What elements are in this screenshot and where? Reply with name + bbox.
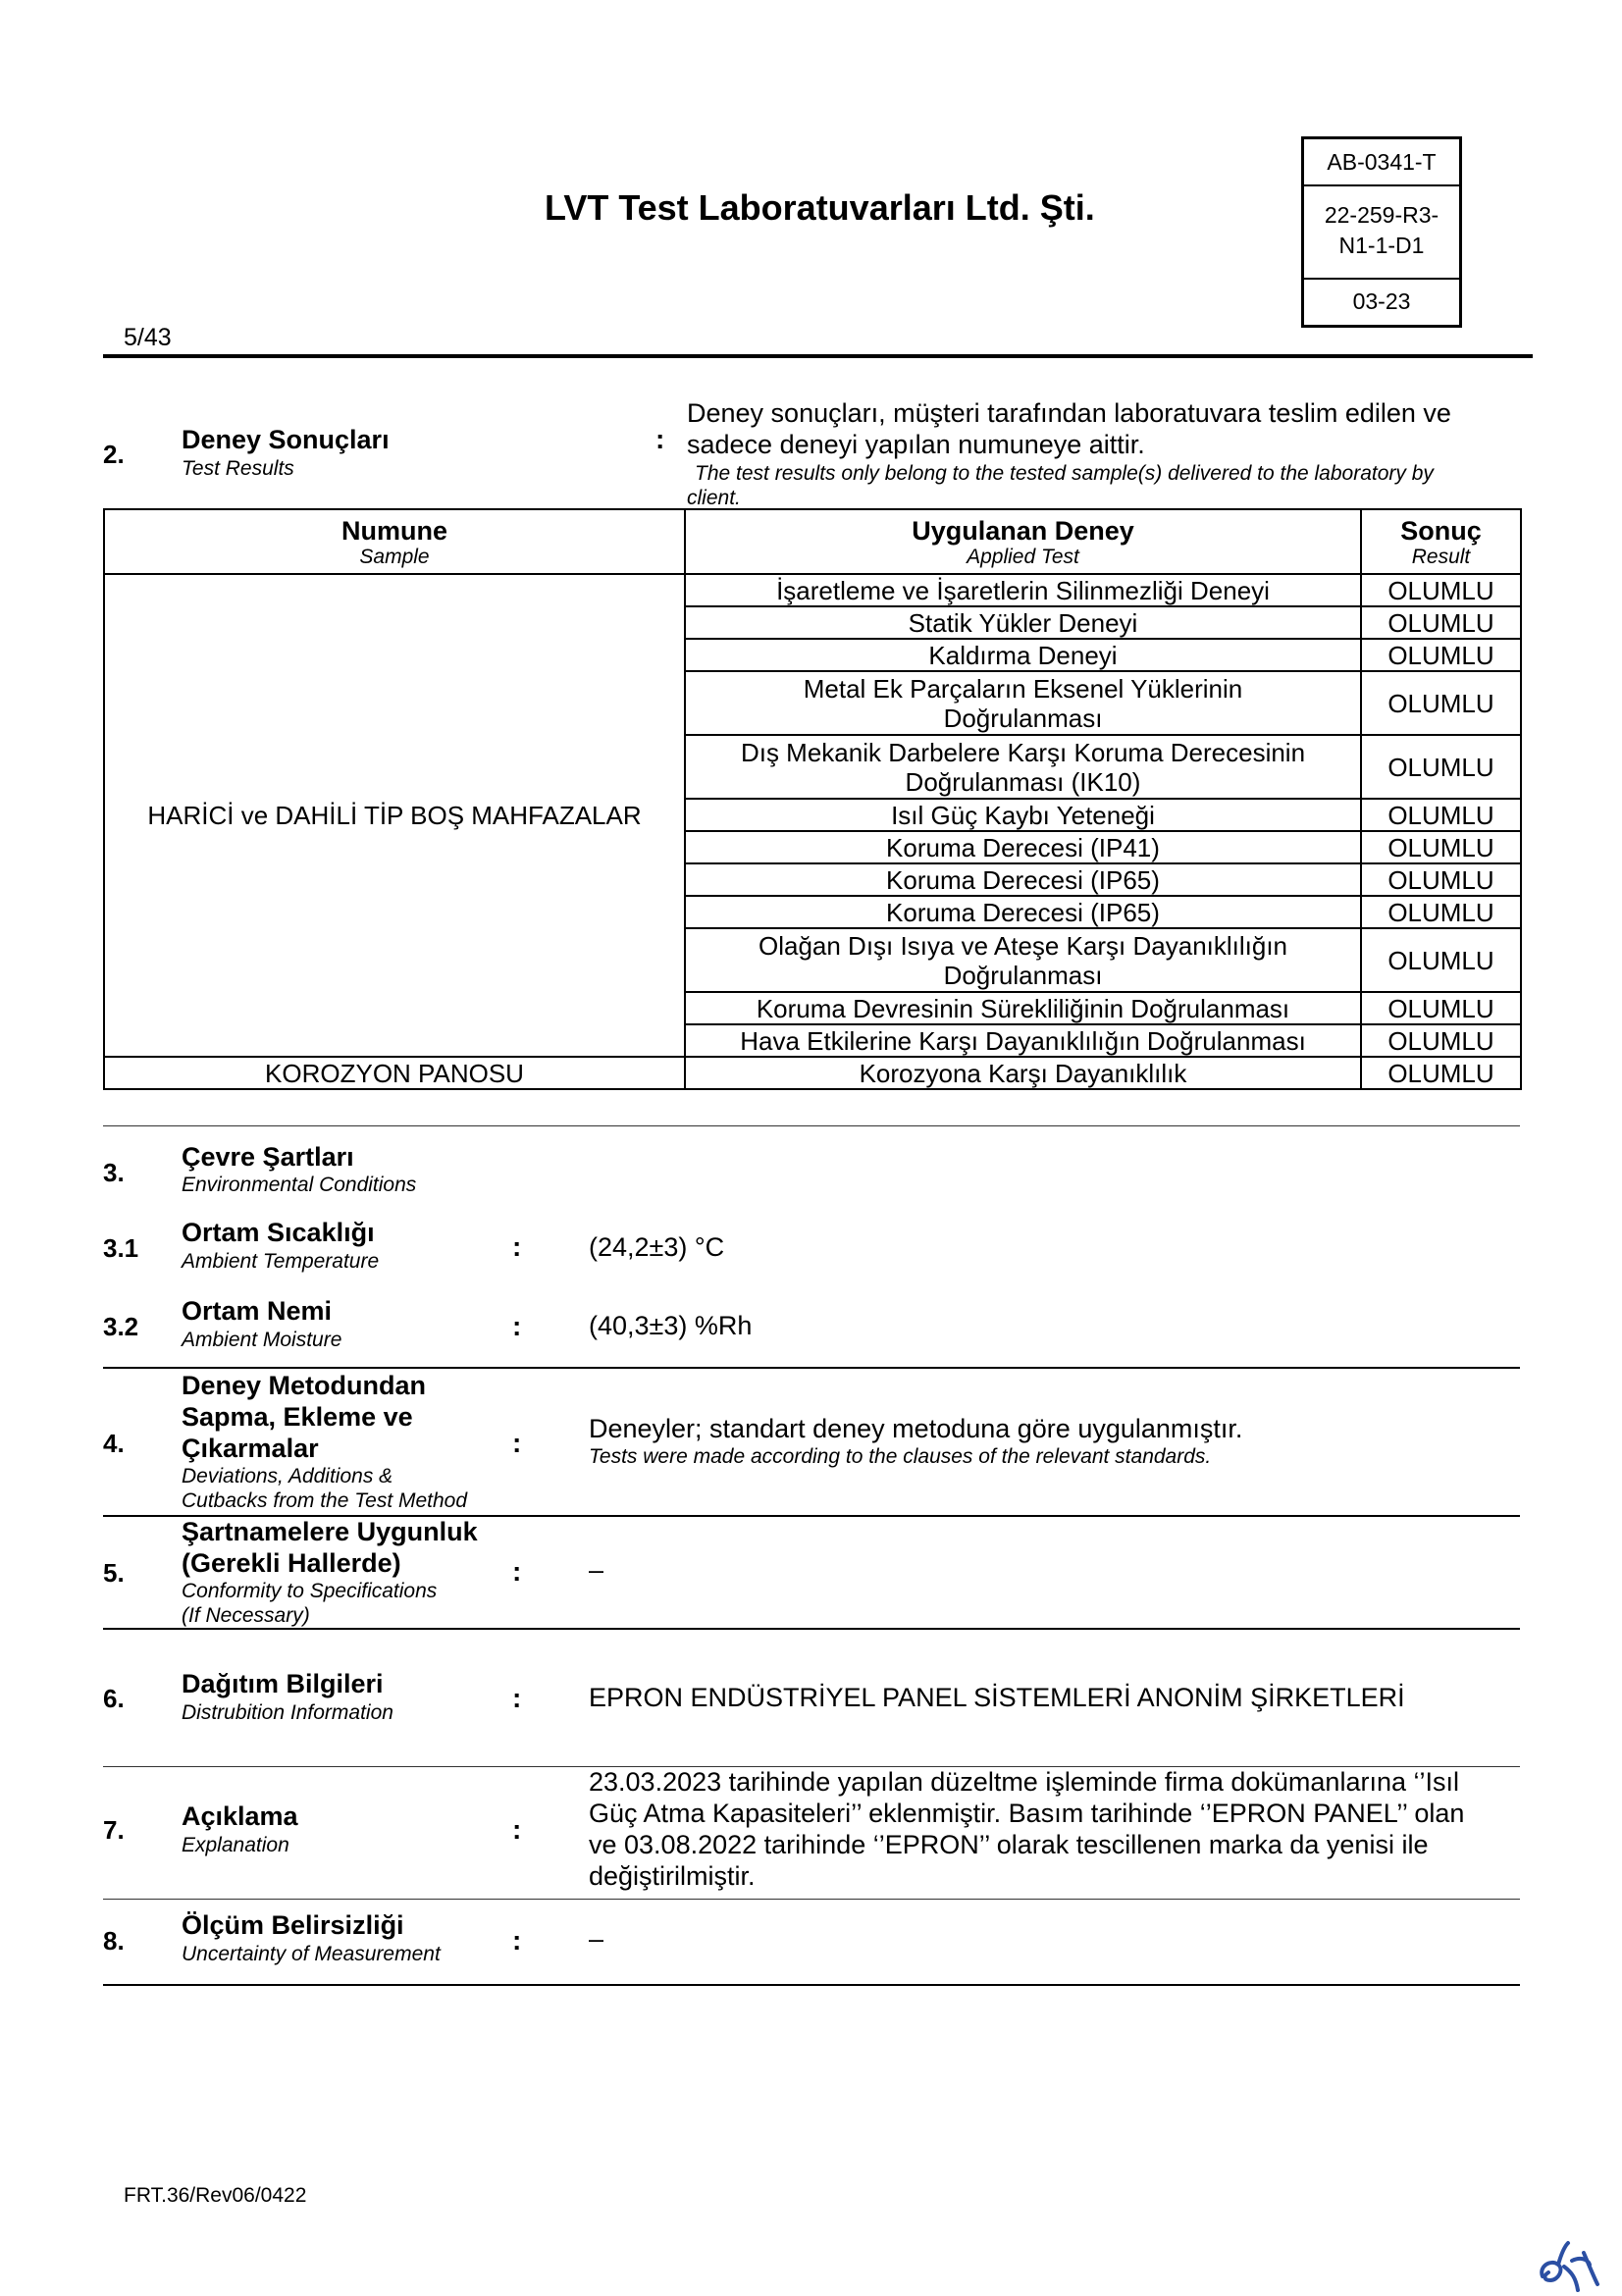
ref-code-2-line2: N1-1-D1	[1338, 233, 1425, 258]
section-8-title: Ölçüm Belirsizliği	[182, 1910, 404, 1940]
section-7-value-4: değiştirilmiştir.	[589, 1861, 756, 1891]
section-6-colon: :	[512, 1683, 522, 1713]
section-3-title: Çevre Şartları	[182, 1142, 354, 1172]
form-code: FRT.36/Rev06/0422	[124, 2184, 307, 2207]
table-header-row	[104, 509, 1521, 574]
section-5-colon: :	[512, 1556, 522, 1587]
result-cell: OLUMLU	[1361, 863, 1521, 896]
divider	[103, 1984, 1520, 1986]
test-cell	[685, 671, 1361, 735]
ref-code-2-line1: 22-259-R3-	[1324, 202, 1439, 228]
signature-icon	[1529, 2237, 1613, 2296]
header-applied-test	[685, 509, 1361, 574]
section-8-number: 8.	[103, 1926, 125, 1956]
section-6-subtitle: Distrubition Information	[182, 1701, 393, 1724]
section-2-colon: :	[655, 424, 665, 454]
section-6-value: EPRON ENDÜSTRİYEL PANEL SİSTEMLERİ ANONİM ŞİRKETLERİ	[589, 1683, 1405, 1712]
header-sample-sub: Sample	[359, 546, 430, 568]
result-cell: OLUMLU	[1361, 671, 1521, 735]
section-3-1-colon: :	[512, 1231, 522, 1262]
test-cell-line1: Dış Mekanik Darbelere Karşı Koruma Derecesinin	[740, 737, 1306, 767]
reference-box	[1301, 136, 1462, 328]
result-cell: OLUMLU	[1361, 606, 1521, 639]
sample-cell-1: HARİCİ ve DAHİLİ TİP BOŞ MAHFAZALAR	[104, 574, 685, 1057]
section-3-subtitle: Environmental Conditions	[182, 1174, 417, 1196]
result-cell: OLUMLU	[1361, 1057, 1521, 1089]
section-3-2-title: Ortam Nemi	[182, 1296, 333, 1326]
section-4-title-2: Sapma, Ekleme ve	[182, 1402, 413, 1432]
section-3-1-subtitle: Ambient Temperature	[182, 1250, 380, 1273]
ref-code-1: AB-0341-T	[1304, 139, 1459, 186]
test-cell: Kaldırma Deneyi	[685, 639, 1361, 671]
header-sample-label: Numune	[341, 516, 447, 546]
result-cell: OLUMLU	[1361, 831, 1521, 863]
test-cell: Koruma Derecesi (IP41)	[685, 831, 1361, 863]
ref-code-3: 03-23	[1352, 288, 1411, 314]
divider	[103, 1125, 1520, 1126]
section-5-subtitle-2: (If Necessary)	[182, 1604, 310, 1627]
section-2-note-tr-2: sadece deneyi yapılan numuneye aittir.	[687, 430, 1145, 459]
test-cell	[685, 928, 1361, 992]
result-cell: OLUMLU	[1361, 928, 1521, 992]
header-applied-test-sub: Applied Test	[967, 546, 1079, 568]
section-2-note-tr-1: Deney sonuçları, müşteri tarafından laboratuvara teslim edilen ve	[687, 398, 1451, 428]
section-6-number: 6.	[103, 1684, 125, 1713]
test-cell: Koruma Derecesi (IP65)	[685, 863, 1361, 896]
result-cell: OLUMLU	[1361, 799, 1521, 831]
section-3-2-colon: :	[512, 1311, 522, 1341]
section-3-1-value: (24,2±3) °C	[589, 1232, 725, 1262]
result-cell: OLUMLU	[1361, 1024, 1521, 1057]
section-3-2-subtitle: Ambient Moisture	[182, 1329, 342, 1351]
section-4-value-en: Tests were made according to the clauses of the relevant standards.	[589, 1445, 1212, 1468]
header-result-sub: Result	[1411, 546, 1471, 568]
section-7-subtitle: Explanation	[182, 1834, 289, 1856]
result-cell: OLUMLU	[1361, 992, 1521, 1024]
section-3-2-value: (40,3±3) %Rh	[589, 1311, 753, 1340]
test-cell: Koruma Derecesi (IP65)	[685, 896, 1361, 928]
section-2-note-en-2: client.	[687, 487, 741, 509]
section-3-1-title: Ortam Sıcaklığı	[182, 1218, 375, 1247]
section-4-title-3: Çıkarmalar	[182, 1434, 319, 1463]
section-7-value-1: 23.03.2023 tarihinde yapılan düzeltme işleminde firma dokümanlarına ‘’Isıl	[589, 1767, 1459, 1797]
divider	[103, 1628, 1520, 1630]
section-4-value: Deneyler; standart deney metoduna göre uygulanmıştır.	[589, 1414, 1243, 1443]
divider	[103, 1367, 1520, 1369]
section-2-subtitle: Test Results	[182, 457, 294, 480]
result-cell: OLUMLU	[1361, 574, 1521, 606]
result-cell: OLUMLU	[1361, 896, 1521, 928]
results-table	[103, 508, 1522, 1090]
header-sample	[104, 509, 685, 574]
section-5-subtitle-1: Conformity to Specifications	[182, 1580, 438, 1602]
section-4-number: 4.	[103, 1429, 125, 1458]
section-3-1-number: 3.1	[103, 1233, 139, 1263]
header-result-label: Sonuç	[1400, 516, 1482, 546]
section-7-number: 7.	[103, 1815, 125, 1845]
test-cell: Statik Yükler Deneyi	[685, 606, 1361, 639]
table-row	[104, 1057, 1521, 1089]
section-7-value-2: Güç Atma Kapasiteleri’’ eklenmiştir. Basım tarihinde ‘’EPRON PANEL’’ olan	[589, 1799, 1465, 1828]
test-cell: Hava Etkilerine Karşı Dayanıklılığın Doğrulanması	[685, 1024, 1361, 1057]
section-4-title-1: Deney Metodundan	[182, 1371, 427, 1400]
section-3-2-number: 3.2	[103, 1312, 139, 1341]
header-divider	[103, 354, 1533, 358]
test-cell: Korozyona Karşı Dayanıklılık	[685, 1057, 1361, 1089]
section-5-number: 5.	[103, 1558, 125, 1588]
section-7-value-3: ve 03.08.2022 tarihinde ‘’EPRON’’ olarak tescillenen marka da yenisi ile	[589, 1830, 1429, 1859]
section-2-title: Deney Sonuçları	[182, 425, 390, 454]
section-2-note-en-1: The test results only belong to the tested sample(s) delivered to the laboratory by	[695, 462, 1434, 485]
result-cell: OLUMLU	[1361, 735, 1521, 799]
header-applied-test-label: Uygulanan Deney	[912, 516, 1134, 546]
header-result	[1361, 509, 1521, 574]
section-5-title-2: (Gerekli Hallerde)	[182, 1548, 401, 1578]
section-5-title-1: Şartnamelere Uygunluk	[182, 1517, 478, 1546]
section-8-colon: :	[512, 1925, 522, 1956]
test-cell-line2: Doğrulanması (IK10)	[905, 766, 1141, 797]
section-6-title: Dağıtım Bilgileri	[182, 1669, 384, 1698]
test-cell: İşaretleme ve İşaretlerin Silinmezliği Deneyi	[685, 574, 1361, 606]
section-4-subtitle-1: Deviations, Additions &	[182, 1465, 393, 1487]
test-cell-line2: Doğrulanması	[943, 703, 1103, 733]
section-3-number: 3.	[103, 1158, 125, 1187]
divider	[103, 1899, 1520, 1900]
section-7-colon: :	[512, 1814, 522, 1845]
section-4-colon: :	[512, 1428, 522, 1458]
test-cell-line1: Olağan Dışı Isıya ve Ateşe Karşı Dayanıklılığın	[758, 930, 1288, 961]
test-cell-line1: Metal Ek Parçaların Eksenel Yüklerinin	[803, 673, 1243, 704]
section-4-subtitle-2: Cutbacks from the Test Method	[182, 1489, 468, 1512]
section-8-subtitle: Uncertainty of Measurement	[182, 1943, 441, 1965]
sample-cell-2: KOROZYON PANOSU	[104, 1057, 685, 1089]
section-2-number: 2.	[103, 440, 125, 469]
test-cell: Isıl Güç Kaybı Yeteneği	[685, 799, 1361, 831]
ref-code-2	[1304, 186, 1459, 280]
page-number: 5/43	[124, 324, 172, 351]
result-cell: OLUMLU	[1361, 639, 1521, 671]
section-8-value: –	[589, 1924, 604, 1954]
test-cell	[685, 735, 1361, 799]
table-row	[104, 574, 1521, 606]
section-5-value: –	[589, 1555, 604, 1585]
test-cell: Koruma Devresinin Sürekliliğinin Doğrulanması	[685, 992, 1361, 1024]
test-cell-line2: Doğrulanması	[943, 960, 1103, 990]
section-7-title: Açıklama	[182, 1801, 298, 1831]
company-title: LVT Test Laboratuvarları Ltd. Şti.	[545, 187, 1095, 228]
